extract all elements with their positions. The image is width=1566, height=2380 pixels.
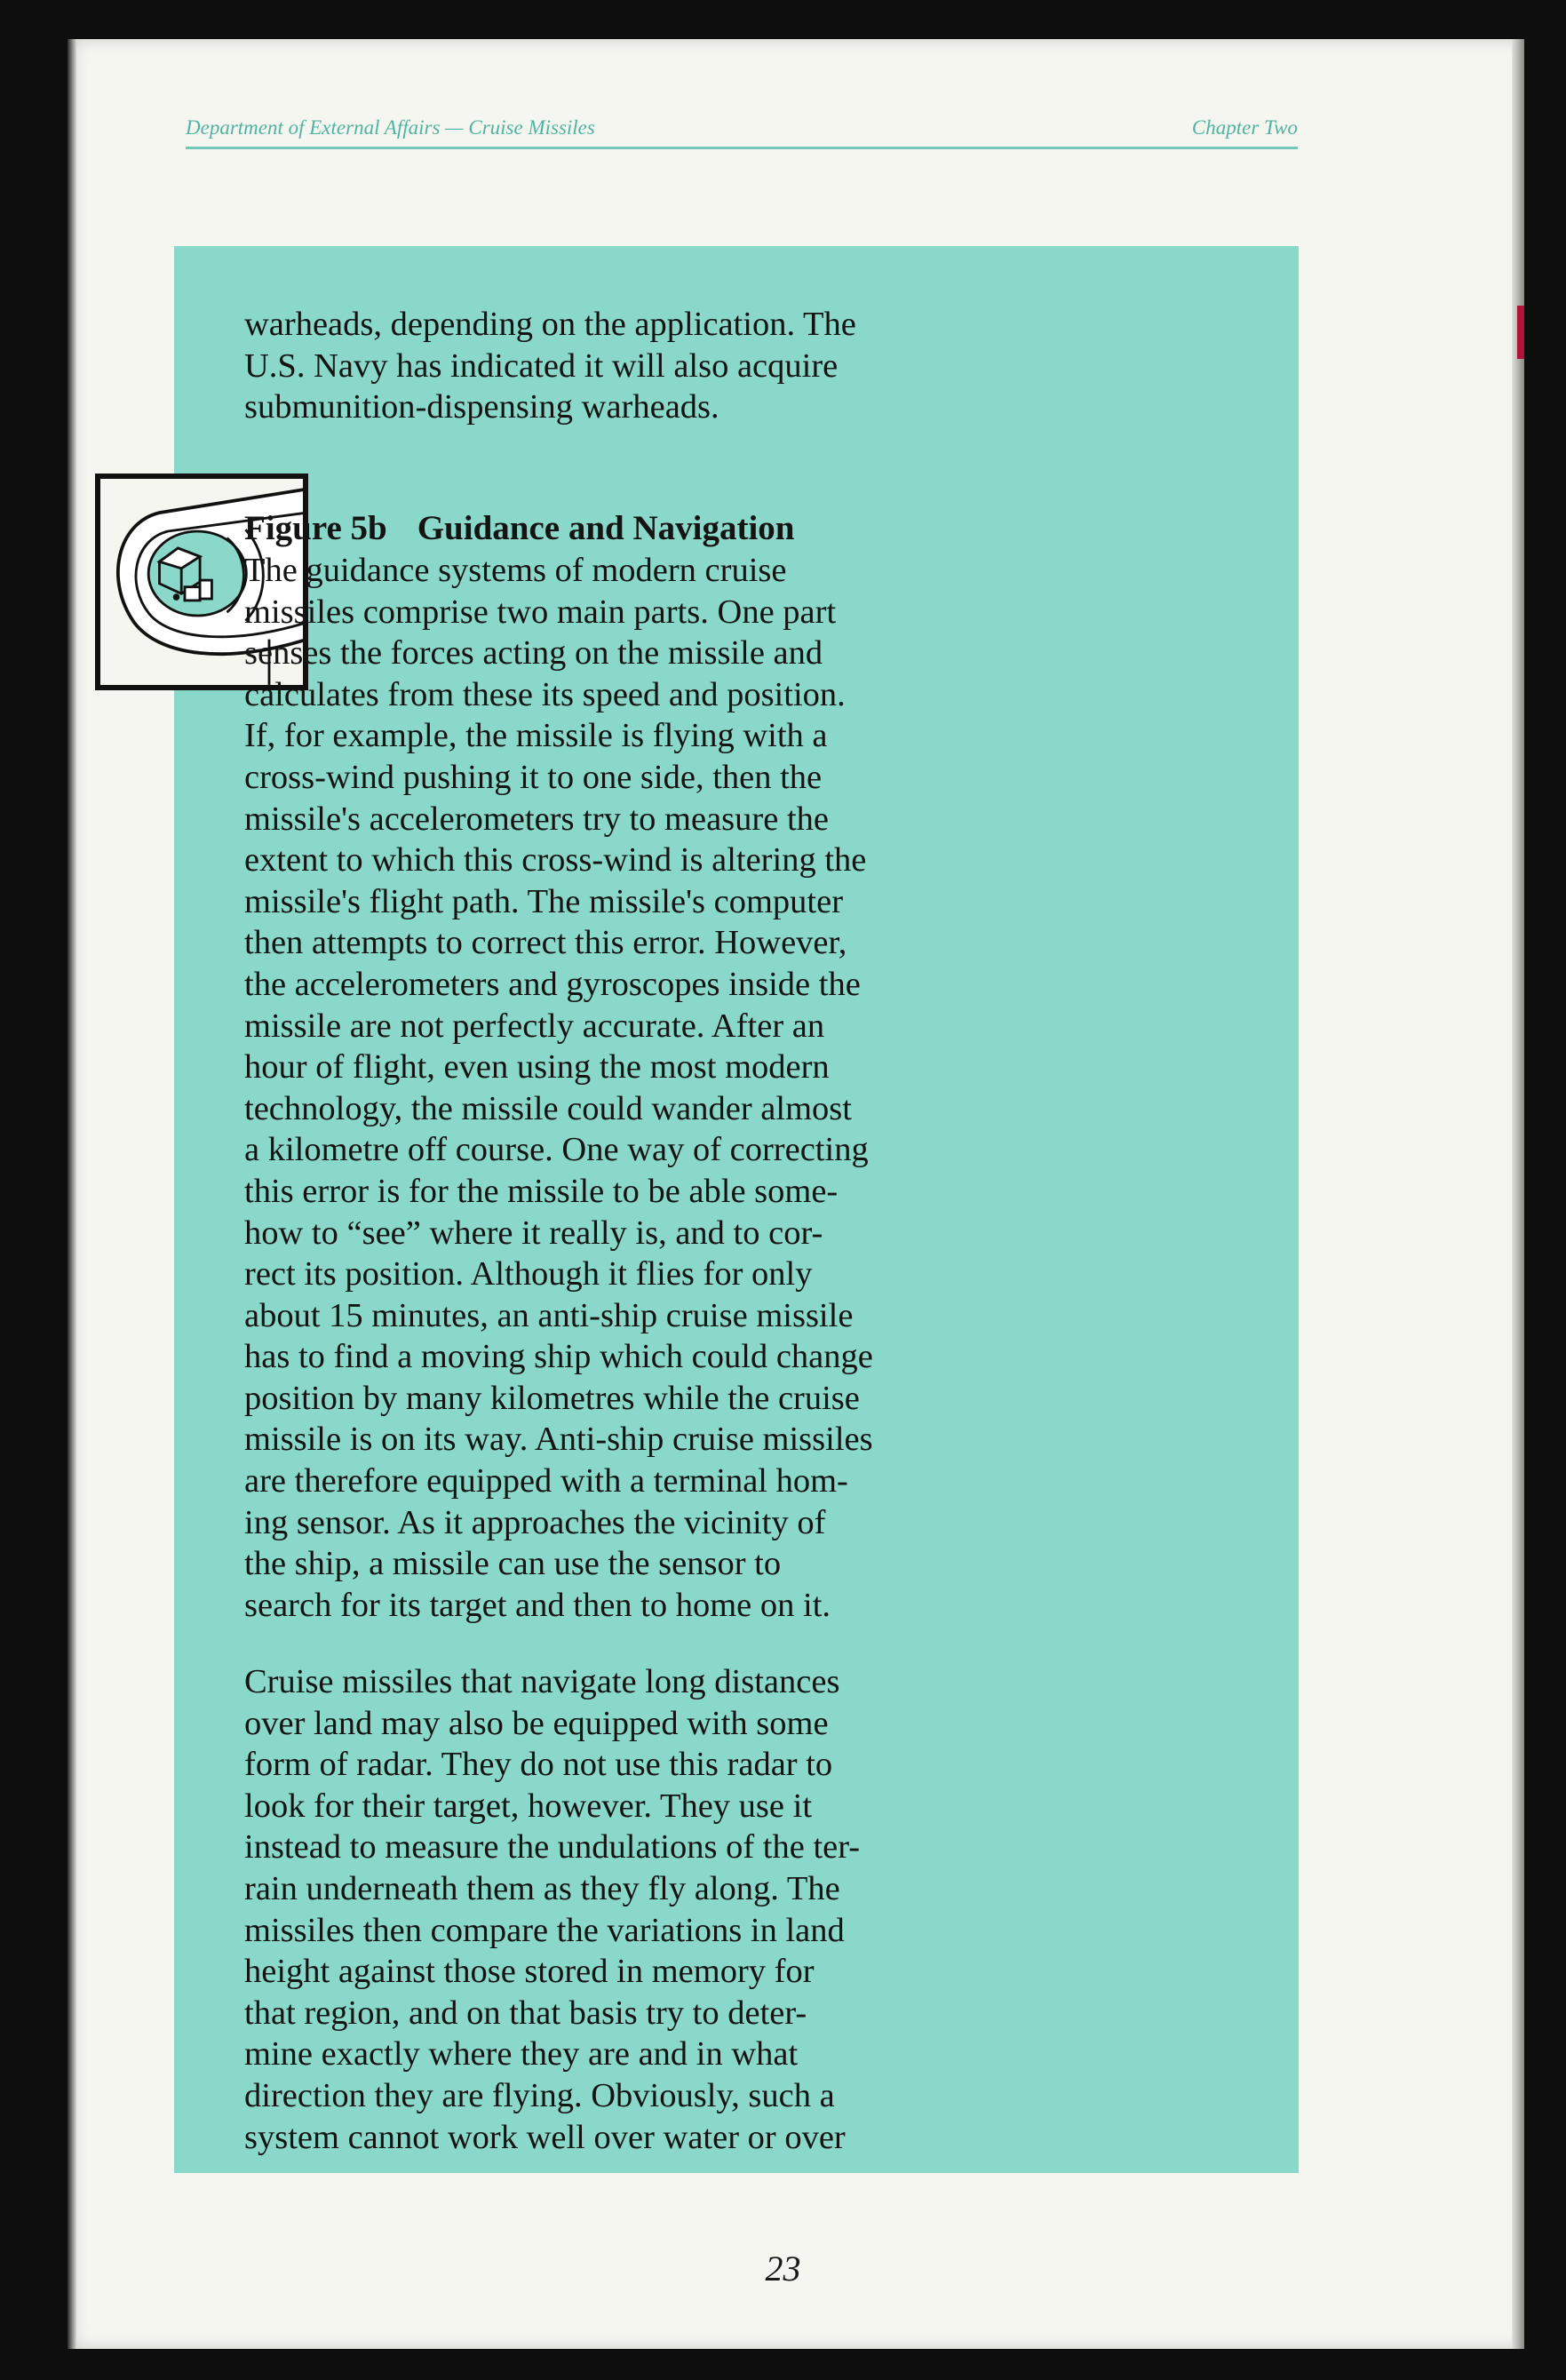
text-line: over land may also be equipped with some — [244, 1704, 829, 1742]
text-line: calculates from these its speed and position. — [244, 675, 846, 713]
text-line: Cruise missiles that navigate long distances — [244, 1663, 840, 1700]
text-line: missile's accelerometers try to measure the — [244, 800, 829, 838]
text-line: that region, and on that basis try to deter- — [244, 1994, 807, 2032]
running-header — [186, 111, 1298, 149]
text-line: height against those stored in memory for — [244, 1953, 815, 1991]
text-line: then attempts to correct this error. However, — [244, 924, 847, 962]
page-number: 23 — [765, 2249, 801, 2288]
text-line: submunition-dispensing warheads. — [244, 388, 719, 426]
text-line: missiles comprise two main parts. One part — [244, 593, 837, 631]
text-line: the ship, a missile can use the sensor to — [244, 1545, 782, 1583]
text-line: missiles then compare the variations in land — [244, 1911, 845, 1949]
text-line: ing sensor. As it approaches the vicinity of — [244, 1503, 826, 1541]
text-line: form of radar. They do not use this radar to — [244, 1746, 833, 1784]
text-line: The guidance systems of modern cruise — [244, 552, 787, 589]
figure-label: Figure 5b — [244, 509, 387, 547]
text-line: warheads, depending on the application. The — [244, 306, 856, 343]
text-line: look for their target, however. They use it — [244, 1787, 813, 1825]
text-line: position by many kilometres while the cruise — [244, 1379, 860, 1417]
text-line: instead to measure the undulations of the ter- — [244, 1828, 861, 1867]
text-line: rect its position. Although it flies for only — [244, 1255, 813, 1293]
text-line: missile is on its way. Anti-ship cruise missiles — [244, 1421, 873, 1459]
text-line: technology, the missile could wander almost — [244, 1089, 852, 1127]
text-line: this error is for the missile to be able some- — [244, 1172, 839, 1210]
header-title: Department of External Affairs — Cruise Missiles — [186, 116, 595, 139]
text-line: are therefore equipped with a terminal hom- — [244, 1462, 848, 1500]
text-line: about 15 minutes, an anti-ship cruise missile — [244, 1296, 854, 1334]
text-line: mine exactly where they are and in what — [244, 2035, 799, 2074]
text-line: a kilometre off course. One way of correcting — [244, 1131, 869, 1169]
text-line: how to “see” where it really is, and to cor- — [244, 1214, 823, 1252]
text-line: U.S. Navy has indicated it will also acquire — [244, 346, 839, 385]
text-line: rain underneath them as they fly along. The — [244, 1869, 840, 1907]
text-line: search for its target and then to home on it. — [244, 1586, 831, 1624]
figure-title: Guidance and Navigation — [417, 509, 795, 547]
bookmark-tab — [1517, 306, 1524, 359]
text-line: senses the forces acting on the missile and — [244, 634, 823, 673]
header-chapter: Chapter Two — [1191, 116, 1298, 139]
text-line: has to find a moving ship which could change — [244, 1338, 873, 1376]
page-edge — [1512, 39, 1524, 2349]
text-line: missile's flight path. The missile's computer — [244, 882, 844, 920]
text-line: direction they are flying. Obviously, such a — [244, 2076, 835, 2114]
text-line: missile are not perfectly accurate. After an — [244, 1007, 825, 1045]
intro-paragraph — [244, 304, 1053, 428]
figure-heading — [244, 508, 794, 548]
text-line: the accelerometers and gyroscopes inside the — [244, 965, 861, 1003]
figure-body-paragraph — [244, 550, 1053, 1626]
text-line: hour of flight, even using the most modern — [244, 1048, 830, 1087]
binding-shadow — [68, 39, 76, 2349]
closing-paragraph — [244, 1661, 1053, 2158]
text-line: cross-wind pushing it to one side, then the — [244, 758, 823, 796]
text-line: If, for example, the missile is flying with a — [244, 717, 828, 755]
text-line: extent to which this cross-wind is altering the — [244, 841, 867, 880]
text-line: system cannot work well over water or over — [244, 2118, 846, 2156]
